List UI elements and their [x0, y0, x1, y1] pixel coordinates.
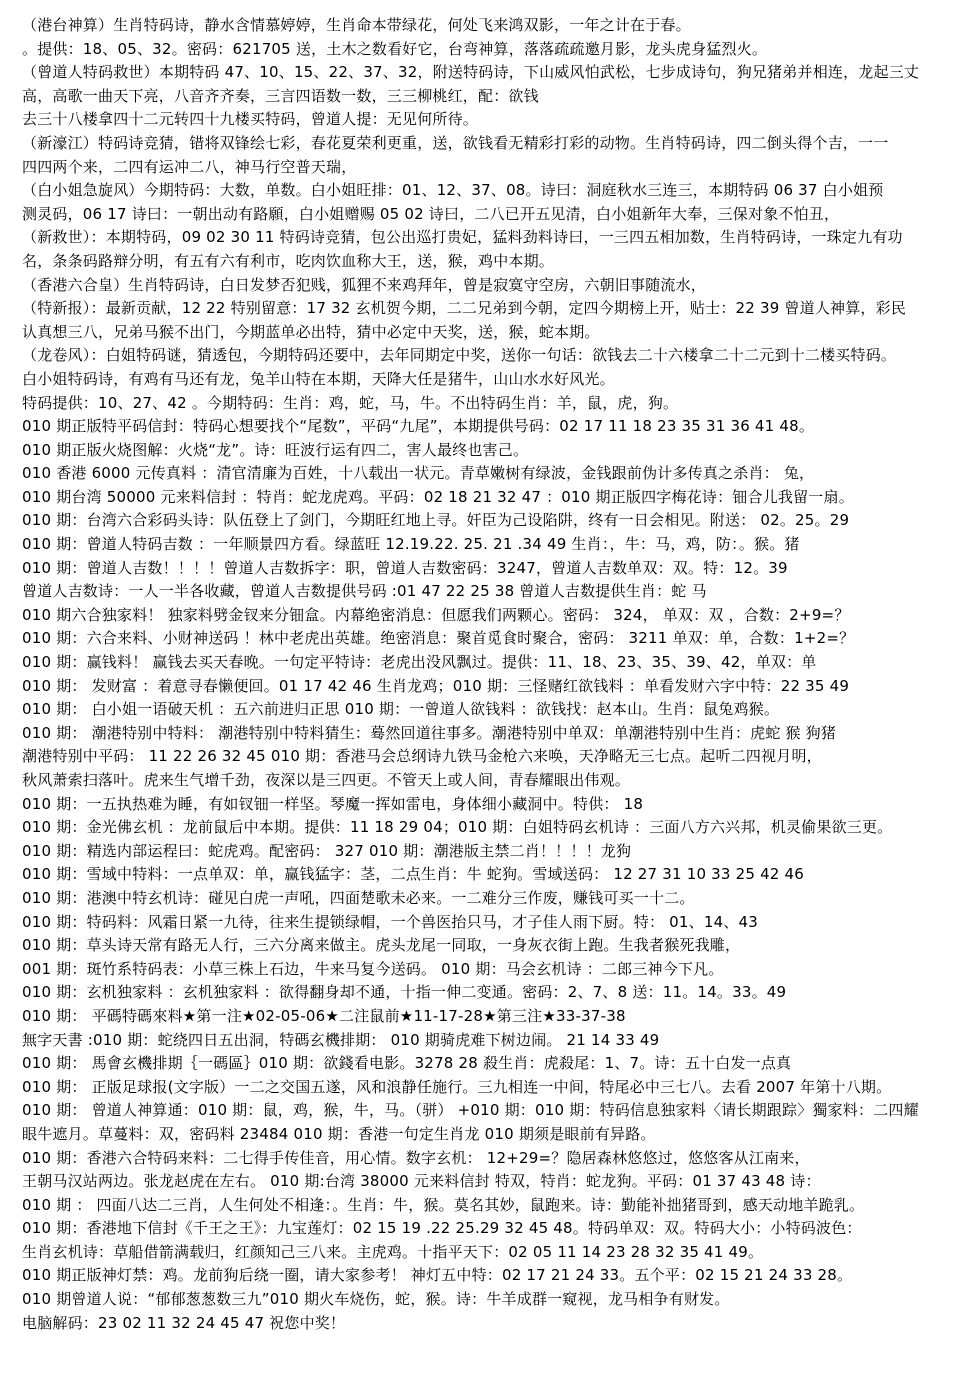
text-line: 去三十八楼拿四十二元转四十九楼买特码，曾道人提：无见何所待。 [22, 110, 479, 129]
text-line: （白小姐急旋风）今期特码：大数，单数。白小姐旺排：01、12、37、08。诗曰：洞庭秋水三连三，本期特码 06 37 白小姐预 [22, 181, 884, 200]
text-line: 010 期正版火烧图解：火烧“龙”。诗：旺波行运有四二，害人最终也害己。 [22, 440, 529, 459]
text-line: （港台神算）生肖特码诗，静水含情慕婷婷，生肖命本带绿花，何处飞来鸿双影，一年之计在于春。 [22, 16, 691, 34]
text-line: （新濠江）特码诗竞猜，错将双锋绘七彩，春花夏荣利更重，送，欲钱看无精彩打彩的动物。生肖特码诗，四二倒头得个吉，一一 [22, 133, 889, 152]
text-line: 010 期：雪域中特料：一点单双：单，赢钱猛字：茎，二点生肖：牛 蛇狗。雪域送码： 12 27 31 10 33 25 42 46 [22, 865, 805, 884]
text-line: 010 期正版神灯禁：鸡。龙前狗后绕一圈，请大家参考！ 神灯五中特：02 17 21 24 33。五个平：02 15 21 24 33 28。 [22, 1266, 853, 1285]
text-line: 潮港特别中平码： 11 22 26 32 45 010 期：香港马会总纲诗九铁马金枪六来唤，天净略无三七点。起听二四视月明， [22, 747, 822, 766]
text-line: 高，高歌一曲天下亮，八音齐齐奏，三言四语数一数，三三柳桃红，配：欲钱 [22, 86, 539, 105]
text-line: 生肖玄机诗：草船借箭满载归，红颜知己三八来。主虎鸡。十指平天下：02 05 11 14 23 28 32 35 41 49。 [22, 1242, 764, 1261]
text-line: 010 期： 馬會玄機排期｛一碼區｝010 期：欲錢看电影。3278 28 殺生肖：虎殺尾：1、7。诗：五十白发一点真 [22, 1054, 792, 1073]
text-line: 010 期： 正版足球报(文字版）一二之交国五遂，风和浪静任施行。三九相连一中间，特尾必中三七八。去看 2007 年第十八期。 [22, 1077, 892, 1096]
text-line: （龙卷风）：白姐特码谜，猜透包，今期特码还要中，去年同期定中奖，送你一句话：欲钱去二十六楼拿二十二元到十二楼买特码。 [22, 346, 897, 365]
text-line: 认真想三八，兄弟马猴不出门，今期蓝单必出特，猜中必定中天奖，送，猴，蛇本期。 [22, 322, 600, 341]
text-line: 010 期：赢钱料！ 赢钱去买天春晚。一句定平特诗：老虎出没风飘过。提供：11、18、23、35、39、42，单双：单 [22, 653, 817, 672]
text-line: 名，条条码路辩分明，有五有六有利市，吃肉饮血称大王，送，猴，鸡中本期。 [22, 251, 555, 270]
text-line: 010 期：曾道人特码吉数 ：一年顺景四方看。绿蓝旺 12.19.22. 25. 21 .34 49 生肖：，牛：马，鸡，防：。猴。猪 [22, 535, 800, 554]
text-line: （香港六合皇）生肖特码诗，白日发梦否犯贱，狐狸不来鸡拜年，曾是寂寞守空房，六朝旧事随流水， [22, 275, 707, 294]
text-line: 010 期：香港地下信封《千王之王》：九宝莲灯：02 15 19 .22 25.29 32 45 48。特码单双：双。特码大小：小特码波色： [22, 1219, 862, 1238]
text-line: 010 期：六合来料、小财神送码 ！林中老虎出英雄。绝密消息：聚首觅食时聚合，密码： 3211 单双：单，合数：1+2=？ [22, 629, 855, 648]
text-line: 。提供：18、05、32。密码：621705 送，土木之数看好它，台弯神算，落落疏疏邀月影，龙头虎身猛烈火。 [22, 39, 768, 58]
text-line: 010 期正版特平码信封：特码心想要找个“尾数”，平码“九尾”，本期提供号码：02 17 11 18 23 35 31 36 41 48。 [22, 417, 815, 436]
text-line: 010 期： 潮港特别中特料： 潮港特别中特料猜生：蓦然回道往事多。潮港特别中单双：单潮港特别中生肖：虎蛇 猴 狗猪 [22, 723, 837, 742]
text-line: 秋风萧索扫落叶。虎来生气增千劲，夜深以是三四更。不管天上或人间，青春耀眼出伟观。 [22, 771, 631, 789]
text-line: 010 期：草头诗天常有路无人行，三六分离来做主。虎头龙尾一同取，一身灰衣街上跑。生我者猴死我雕， [22, 936, 741, 955]
text-line: 010 期六合独家料！ 独家料劈金钗来分钿盒。内幕绝密消息：但愿我们两颗心。密码： 324， 单双：双 ，合数：2+9=？ [22, 605, 850, 624]
text-line: 010 香港 6000 元传真料 ：清官清廉为百姓，十八载出一状元。青草嫩树有绿波，金钱跟前伪计多传真之杀肖： 兔， [22, 464, 815, 483]
text-line: 010 期：台湾六合彩码头诗：队伍登上了剑门，今期旺红地上寻。奸臣为己设陷阱，终有一日会相见。附送： 02。25。29 [22, 511, 850, 530]
text-line: 010 期：精选内部运程曰：蛇虎鸡。配密码： 327 010 期：潮港版主禁二肖！！！！龙狗 [22, 841, 632, 860]
text-line: 010 期 ： 四面八达二三肖，人生何处不相逢：。生肖：牛，猴。莫名其妙，鼠跑来。诗：勤能补拙猪哥到，感天动地羊跪乳。 [22, 1195, 865, 1214]
text-line: 010 期： 白小姐一语破天机 ：五六前进归正思 010 期：一曾道人欲钱料 ：欲钱找：赵本山。生肖：鼠兔鸡猴。 [22, 700, 780, 719]
text-line: 010 期：港澳中特玄机诗：碰见白虎一声吼，四面楚歌未必来。一二难分三作废，赚钱可买一十二。 [22, 888, 695, 907]
text-line: 010 期：金光佛玄机 ：龙前鼠后中本期。提供：11 18 29 04；010 期：白姐特码玄机诗 ：三面八方六兴邦，机灵偷果欲三更。 [22, 818, 893, 837]
text-line: 010 期：一五执热难为睡，有如钗钿一样坚。琴魔一挥如雷电，身体细小藏洞中。特供： 18 [22, 794, 644, 813]
text-line: 010 期： 曾道人神算通：010 期：鼠，鸡，猴，牛，马。（骈） +010 期：010 期：特码信息独家料〈请长期跟踪〉獨家料：二四耀 [22, 1101, 919, 1120]
text-line: 010 期： 发财富 ：着意寻春懒便回。01 17 42 46 生肖龙鸡；010 期：三怪赌红欲钱料 ：单看发财六字中特：22 35 49 [22, 676, 850, 695]
text-line: 眼牛遮月。草蔓料：双，密码料 23484 010 期：香港一句定生肖龙 010 期须是眼前有异路。 [22, 1124, 656, 1143]
text-line: 白小姐特码诗，有鸡有马还有龙，兔羊山特在本期，天降大任是猪牛，山山水水好风光。 [22, 369, 615, 388]
text-line: 010 期： 平碼特碼來料★第一注★02-05-06★二注鼠前★11-17-28★第三注★33-37-38 [22, 1006, 626, 1025]
text-line: 無字天書 :010 期：蛇绕四日五出洞，特碼玄機排期： 010 期骑虎难下树边闹。 21 14 33 49 [22, 1030, 660, 1049]
text-line: （特新报）：最新贡献，12 22 特别留意：17 32 玄机贺今期，二二兄弟到今朝，定四今期榜上开，贴士：22 39 曾道人神算，彩民 [22, 299, 907, 318]
text-line: 特码提供：10、27、42 。今期特码：生肖：鸡，蛇，马，牛。不出特码生肖：羊，鼠，虎，狗。 [22, 393, 679, 412]
text-line: 电脑解码：23 02 11 32 24 45 47 祝您中奖！ [22, 1313, 346, 1332]
text-line: 010 期：特码料：风霜日紧一九待，往来生提锁绿帽，一个兽医抬只马，才子佳人雨下厨。特： 01、14、43 [22, 912, 759, 931]
text-line: 010 期：曾道人吉数！！！！曾道人吉数拆字：职，曾道人吉数密码：3247，曾道人吉数单双：双。特：12。39 [22, 558, 788, 577]
text-line: 010 期台湾 50000 元来料信封 ：特肖：蛇龙虎鸡。平码：02 18 21 32 47 ：010 期正版四字梅花诗：钿合儿我留一扇。 [22, 487, 854, 506]
text-line: （曾道人特码救世）本期特码 47、10、15、22、37、32，附送特码诗，下山威风怕武松，七步成诗句，狗兄猪弟并相连，龙起三丈 [22, 63, 920, 82]
text-line: 010 期：玄机独家料 ：玄机独家料 ：欲得翻身却不通，十指一伸二变通。密码：2、7、8 送：11。14。33。49 [22, 983, 787, 1002]
text-line: 曾道人吉数诗：一人一半各收藏，曾道人吉数提供号码 :01 47 22 25 38 曾道人吉数提供生肖：蛇 马 [22, 582, 707, 601]
text-line: 测灵码，06 17 诗曰：一朝出动有路願，白小姐赠赐 05 02 诗曰，二八已开五见清，白小姐新年大奉，三保对象不怕丑， [22, 204, 840, 223]
text-line: 010 期曾道人说：“郁郁葱葱数三九”010 期火车烧伤，蛇，猴。诗：牛羊成群一窥视，龙马相争有财发。 [22, 1290, 730, 1309]
text-line: 010 期：香港六合特码来料：二七得手传佳音，用心情。数字玄机： 12+29=？隐居森林悠悠过，悠悠客从江南来， [22, 1148, 810, 1167]
text-line: 王朝马汉站两边。张龙赵虎在左右。 010 期:台湾 38000 元来料信封 特双，特肖：蛇龙狗。平码：01 37 43 48 诗： [22, 1172, 821, 1191]
text-line: 001 期：斑竹系特码表：小草三株上石边，牛来马复今送码。 010 期：马会玄机诗 ：二郎三神今下凡。 [22, 959, 724, 978]
text-line: 四四两个来，二四有运冲二八，神马行空普天瑞， [22, 157, 357, 176]
text-line: （新救世）：本期特码，09 02 30 11 特码诗竞猜，包公出巡打贵妃，猛料劲料诗曰，一三四五相加数，生肖特码诗，一珠定九有功 [22, 228, 903, 247]
